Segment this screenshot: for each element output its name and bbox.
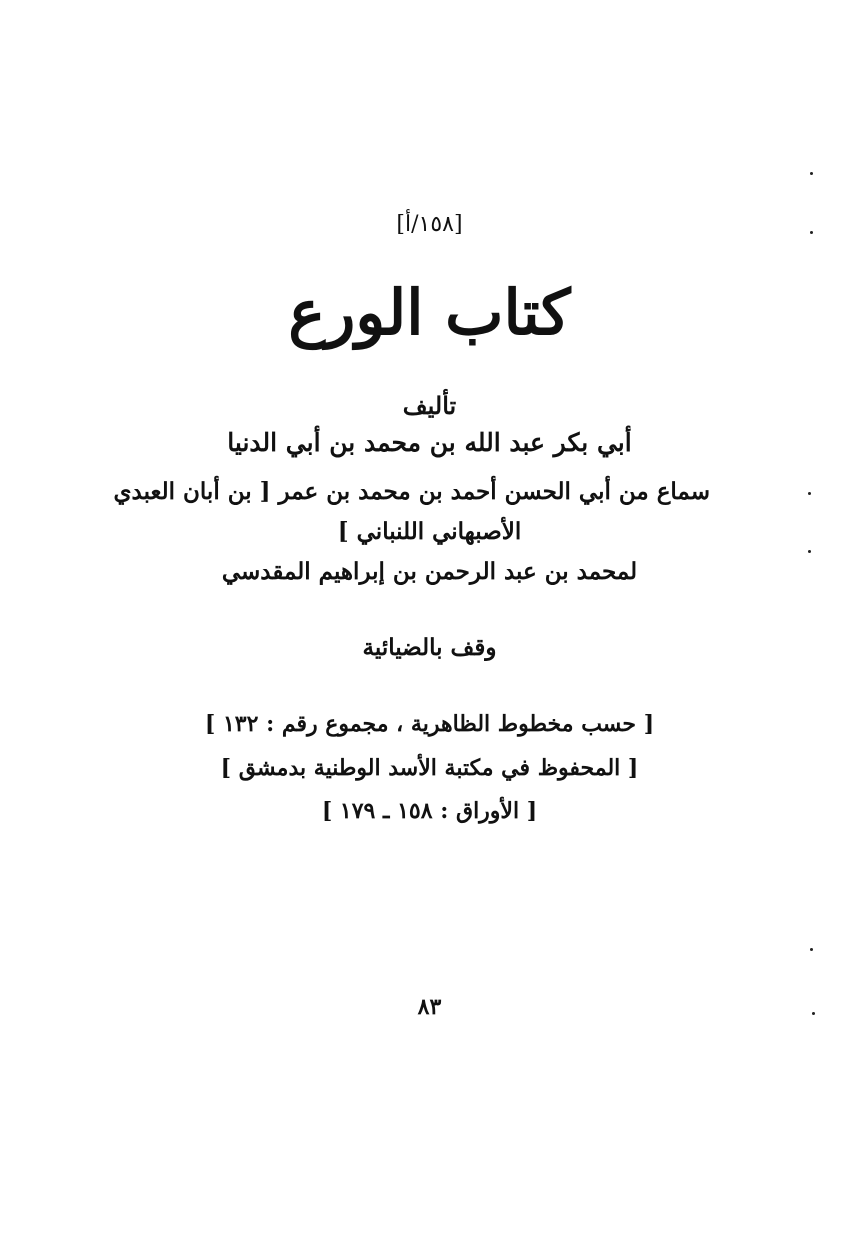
book-title: كتاب الورع	[288, 276, 571, 349]
endowment-line: وقف بالضيائية	[362, 634, 497, 661]
folio-reference: [١٥٨/أ]	[396, 212, 463, 237]
scan-speck	[808, 492, 811, 495]
transmission-line-1: سماع من أبي الحسن أحمد بن محمد بن عمر [ بن أبان العبدي	[113, 478, 710, 505]
authorship-label: تأليف	[402, 391, 457, 420]
source-note: [ حسب مخطوط الظاهرية ، مجموع رقم : ١٣٢ ]	[204, 711, 655, 737]
scan-speck	[810, 231, 813, 234]
scan-speck	[812, 1012, 815, 1015]
leaves-note: [ الأوراق : ١٥٨ ـ ١٧٩ ]	[321, 798, 538, 824]
library-note: [ المحفوظ في مكتبة الأسد الوطنية بدمشق ]	[220, 755, 639, 781]
transmission-line-2: الأصبهاني اللنباني ]	[337, 518, 522, 545]
page-number: ٨٣	[417, 994, 442, 1020]
scan-speck	[808, 550, 811, 553]
author-name: أبي بكر عبد الله بن محمد بن أبي الدنيا	[227, 428, 632, 457]
owner-line: لمحمد بن عبد الرحمن بن إبراهيم المقدسي	[221, 558, 638, 585]
scan-speck	[810, 172, 813, 175]
scan-speck	[810, 948, 813, 951]
